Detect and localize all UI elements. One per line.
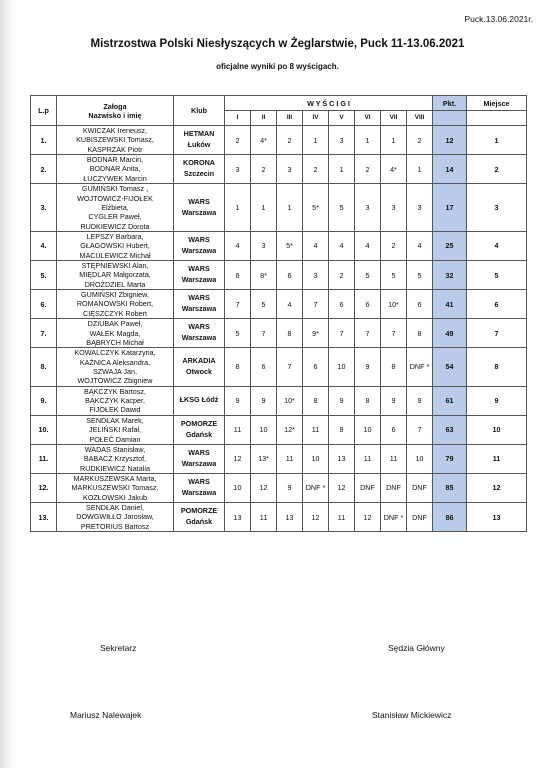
row-club [174,503,225,532]
row-place: 4 [467,231,527,260]
race-result: 5 [225,319,251,348]
row-club [174,444,225,473]
table-row [31,290,527,319]
race-result: 5 [407,261,433,290]
race-result: 3 [407,184,433,232]
crew-member: DZIUBAK Paweł, [87,319,143,329]
crew-member: PRETORIUS Bartosz [80,521,150,531]
race-result: 1 [277,184,303,232]
race-result: 2 [225,126,251,155]
race-result: 12 [329,473,355,502]
row-place: 9 [467,386,527,415]
row-lp: 6. [31,290,57,319]
header-crew-line2: Nazwisko i imię [88,110,142,120]
race-result: 7 [225,290,251,319]
header-points: Pkt. [433,96,467,111]
race-result: 12 [225,444,251,473]
race-result: 4 [303,231,329,260]
table-row [31,319,527,348]
race-result: 2 [329,261,355,290]
race-result: 7 [407,415,433,444]
race-result: 5* [303,184,329,232]
header-races: W Y Ś C I G I [225,96,433,111]
club-line: POMORZE [180,419,218,429]
table-row [31,444,527,473]
row-club [174,473,225,502]
row-lp: 5. [31,261,57,290]
race-result: 4* [251,126,277,155]
race-result: 11 [355,444,381,473]
crew-member: BĄBRYCH Michał [86,337,144,347]
row-lp: 10. [31,415,57,444]
race-result: 4 [277,290,303,319]
scan-edge [0,0,14,768]
race-result: 8* [251,261,277,290]
header-race-number: II [251,111,277,126]
row-points: 85 [433,473,467,502]
club-line: WARS [188,264,210,274]
crew-member: MACULEWICZ Michał [79,250,151,260]
row-club [174,415,225,444]
race-result: 10 [303,444,329,473]
row-club [174,290,225,319]
crew-member: BODNAR Marcin, [86,155,144,165]
row-points: 79 [433,444,467,473]
club-line: Gdańsk [185,429,213,439]
row-points: 41 [433,290,467,319]
row-place: 1 [467,126,527,155]
row-club [174,261,225,290]
row-place: 6 [467,290,527,319]
race-result: 13 [225,503,251,532]
race-result: 9 [407,386,433,415]
header-race-number: VI [355,111,381,126]
crew-member: SZWAJA Jan, [92,366,138,376]
row-crew [57,473,174,502]
race-result: 3 [329,126,355,155]
race-result: 10 [329,348,355,386]
header-race-number: IV [303,111,329,126]
row-lp: 13. [31,503,57,532]
table-row [31,386,527,415]
row-lp: 4. [31,231,57,260]
header-race-number: I [225,111,251,126]
club-line: Otwock [186,366,212,376]
row-lp: 8. [31,348,57,386]
race-result: DNF [355,473,381,502]
row-points: 49 [433,319,467,348]
club-line: WARS [188,196,210,206]
row-club [174,184,225,232]
race-result: 9 [381,386,407,415]
race-result: 13 [277,503,303,532]
race-result: 11 [381,444,407,473]
race-result: 7 [277,348,303,386]
header-place-spacer [467,111,527,126]
race-result: DNF * [303,473,329,502]
race-result: 12 [251,473,277,502]
crew-member: KWICZAK Ireneusz, [82,126,148,135]
document-date: Puck.13.06.2021r. [464,14,533,24]
club-line: Łuków [187,140,211,150]
race-result: 10* [381,290,407,319]
table-row [31,184,527,232]
row-points: 86 [433,503,467,532]
row-club [174,348,225,386]
header-club: Klub [174,96,225,126]
row-place: 13 [467,503,527,532]
crew-member: WOJTOWICZ Zbigniew [77,376,153,386]
club-line: WARS [188,322,210,332]
row-crew [57,231,174,260]
race-result: 3 [355,184,381,232]
row-place: 12 [467,473,527,502]
row-points: 14 [433,155,467,184]
table-row [31,126,527,155]
race-result: 6 [277,261,303,290]
race-result: 4 [225,231,251,260]
secretary-label: Sekretarz [100,643,137,653]
table-row [31,415,527,444]
race-result: 1 [225,184,251,232]
race-result: 2 [277,126,303,155]
row-lp: 1. [31,126,57,155]
chief-judge-name: Stanisław Mickiewicz [372,710,452,720]
crew-member: GUMIŃSKI Tomasz , [81,184,149,194]
race-result: 10 [251,415,277,444]
race-result: 1 [407,155,433,184]
race-result: 7 [355,319,381,348]
club-line: POMORZE [180,506,218,516]
crew-member: KASPRZAK Piotr [87,144,143,154]
race-result: 8 [329,415,355,444]
crew-member: POŁEĆ Damian [89,434,141,444]
crew-member: MIĘDLAR Małgorzata, [79,270,151,280]
crew-member: GŁAGOWSKI Hubert, [80,241,150,251]
race-result: 5 [381,261,407,290]
row-place: 8 [467,348,527,386]
crew-member: DOWGWIŁŁO Jarosław, [76,512,154,522]
race-result: 1 [381,126,407,155]
row-points: 17 [433,184,467,232]
race-result: 3 [225,155,251,184]
crew-member: KAŹNICA Aleksandra, [79,357,151,367]
header-place: Miejsce [467,96,527,111]
row-points: 61 [433,386,467,415]
race-result: 8 [277,319,303,348]
row-points: 63 [433,415,467,444]
row-place: 10 [467,415,527,444]
crew-member: BABACZ Krzysztof, [83,454,147,464]
race-result: 5 [251,290,277,319]
race-result: 10 [355,415,381,444]
crew-member: WADAS Stanisław, [84,444,146,454]
race-result: 3 [251,231,277,260]
club-line: ŁKSG Łódź [179,395,219,405]
club-line: HETMAN [183,129,215,139]
row-place: 7 [467,319,527,348]
document-title: Mistrzostwa Polski Niesłyszących w Żeglarstwie, Puck 11-13.06.2021 [90,38,465,50]
race-result: DNF [407,503,433,532]
chief-judge-label: Sędzia Główny [388,643,445,653]
row-points: 12 [433,126,467,155]
race-result: DNF * [381,503,407,532]
race-result: 1 [251,184,277,232]
row-lp: 2. [31,155,57,184]
race-result: 13* [251,444,277,473]
race-result: 2 [303,155,329,184]
race-result: 6 [303,348,329,386]
row-points: 32 [433,261,467,290]
race-result: 12 [355,503,381,532]
race-result: 6 [251,348,277,386]
row-place: 3 [467,184,527,232]
race-result: 9 [355,348,381,386]
club-line: Warszawa [181,245,217,255]
header-crew [57,96,174,126]
document-subtitle: oficjalne wyniki po 8 wyścigach. [216,62,339,71]
race-result: 7 [329,319,355,348]
race-result: 13 [329,444,355,473]
table-row [31,231,527,260]
row-points: 54 [433,348,467,386]
club-line: WARS [188,477,210,487]
results-table [30,95,527,532]
secretary-name: Mariusz Nalewajek [70,710,142,720]
crew-member: KOZŁOWSKI Jakub [83,492,147,502]
race-result: 10 [225,473,251,502]
row-crew [57,444,174,473]
crew-member: WOJTOWICZ-FIJOŁEK [77,193,153,203]
crew-member: KUBISZEWSKI Tomasz, [76,135,154,145]
race-result: 5 [355,261,381,290]
race-result: 1 [303,126,329,155]
row-place: 5 [467,261,527,290]
club-line: Warszawa [181,275,217,285]
race-result: 5* [277,231,303,260]
race-result: 4 [329,231,355,260]
table-row [31,261,527,290]
race-result: 9* [303,319,329,348]
club-line: Gdańsk [185,517,213,527]
row-lp: 9. [31,386,57,415]
race-result: DNF * [407,348,433,386]
header-crew-line1: Załoga [103,101,127,111]
race-result: 4 [355,231,381,260]
race-result: 6 [355,290,381,319]
crew-member: MARKUSZEWSKI Tomasz, [71,483,159,493]
crew-member: JELIŃSKI Rafał, [89,425,141,435]
race-result: 7 [381,319,407,348]
row-crew [57,126,174,155]
race-result: DNF [381,473,407,502]
race-result: 6 [225,261,251,290]
crew-member: BĄKCZYK Bartosz, [84,386,146,396]
race-result: 6 [329,290,355,319]
race-result: 9 [251,386,277,415]
crew-member: MARKUSZEWSKA Marta, [73,473,157,483]
header-race-number: VIII [407,111,433,126]
club-line: Warszawa [181,304,217,314]
table-row [31,348,527,386]
crew-member: FIJOŁEK Dawid [89,405,141,415]
race-result: 4 [407,231,433,260]
row-club [174,231,225,260]
row-crew [57,319,174,348]
header-points-spacer [433,111,467,126]
row-lp: 11. [31,444,57,473]
header-race-number: VII [381,111,407,126]
club-line: Warszawa [181,333,217,343]
race-result: 11 [303,415,329,444]
crew-member: ROMANOWSKI Robert, [76,299,154,309]
table-row [31,503,527,532]
crew-member: RUDKIEWICZ Dorota [80,221,150,231]
race-result: 8 [303,386,329,415]
race-result: 3 [277,155,303,184]
crew-member: BODNAR Anita, [89,164,141,174]
header-race-number: V [329,111,355,126]
club-line: WARS [188,235,210,245]
crew-member: STĘPNIEWSKI Alan, [81,261,149,271]
race-result: 11 [251,503,277,532]
race-result: DNF [407,473,433,502]
crew-member: GUMIŃSKI Zbigniew, [81,290,149,300]
club-line: KORONA [183,158,215,168]
race-result: 9 [225,386,251,415]
race-result: 1 [355,126,381,155]
race-result: 10* [277,386,303,415]
race-result: 9 [329,386,355,415]
club-line: Warszawa [181,458,217,468]
crew-member: Elżbieta, [101,202,129,212]
race-result: 10 [407,444,433,473]
row-crew [57,290,174,319]
crew-member: CIĘSZCZYK Robert [83,308,147,318]
race-result: 5 [329,184,355,232]
crew-member: ŁUCZYWEK Marcin [83,173,147,183]
row-club [174,386,225,415]
header-lp: L.p [31,96,57,126]
row-lp: 3. [31,184,57,232]
row-crew [57,261,174,290]
table-row [31,473,527,502]
row-crew [57,386,174,415]
race-result: 4* [381,155,407,184]
row-place: 11 [467,444,527,473]
club-line: Warszawa [181,487,217,497]
race-result: 2 [407,126,433,155]
race-result: 3 [303,261,329,290]
race-result: 6 [381,415,407,444]
race-result: 12 [303,503,329,532]
crew-member: KOWALCZYK Katarzyna, [74,348,156,358]
race-result: 11 [329,503,355,532]
race-result: 2 [355,155,381,184]
race-result: 7 [251,319,277,348]
race-result: 8 [355,386,381,415]
race-result: 6 [407,290,433,319]
race-result: 8 [225,348,251,386]
row-crew [57,415,174,444]
race-result: 2 [251,155,277,184]
race-result: 3 [381,184,407,232]
race-result: 12* [277,415,303,444]
crew-member: SENDŁAK Marek, [86,415,144,425]
club-line: Szczecin [183,169,215,179]
row-lp: 12. [31,473,57,502]
race-result: 9 [277,473,303,502]
crew-member: CYGLER Paweł, [88,212,142,222]
row-crew [57,184,174,232]
row-crew [57,155,174,184]
header-race-number: III [277,111,303,126]
club-line: WARS [188,293,210,303]
crew-member: LEPSZY Barbara, [86,231,144,241]
crew-member: WAŁEK Magda, [89,328,141,338]
row-points: 25 [433,231,467,260]
row-place: 2 [467,155,527,184]
club-line: ARKADIA [182,356,216,366]
row-club [174,155,225,184]
crew-member: BĄKCZYK Kacper, [85,396,145,406]
race-result: 8 [407,319,433,348]
club-line: WARS [188,448,210,458]
row-crew [57,348,174,386]
table-row [31,155,527,184]
race-result: 8 [381,348,407,386]
row-crew [57,503,174,532]
race-result: 2 [381,231,407,260]
row-club [174,319,225,348]
row-club [174,126,225,155]
club-line: Warszawa [181,207,217,217]
crew-member: SENDŁAK Daniel, [86,503,144,513]
crew-member: RUDKIEWICZ Natalia [80,463,150,473]
race-result: 11 [277,444,303,473]
race-result: 7 [303,290,329,319]
crew-member: DROŻDZIEL Marta [84,279,146,289]
row-lp: 7. [31,319,57,348]
race-result: 1 [329,155,355,184]
race-result: 11 [225,415,251,444]
